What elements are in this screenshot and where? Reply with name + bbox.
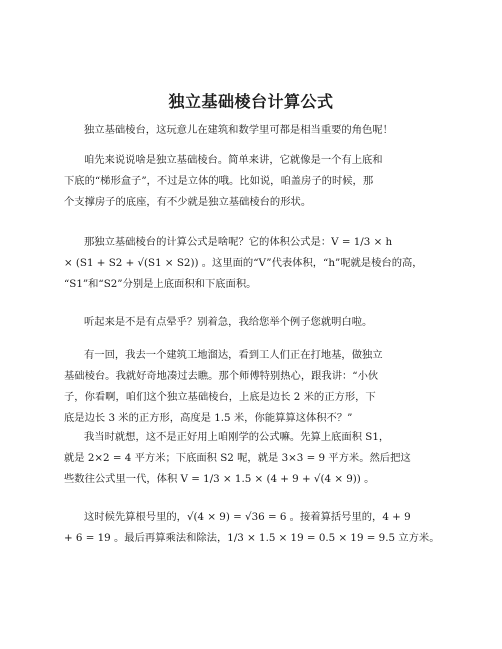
- paragraph-line: 我当时就想，这不是正好用上咱刚学的公式嘛。先算上底面积 S1，: [84, 431, 390, 443]
- paragraph-line: 基础棱台。我就好奇地凑过去瞧。那个师傅特别热心，跟我讲：“小伙: [64, 370, 379, 382]
- paragraph-line: 个支撑房子的底座，有不少就是独立基础棱台的形状。: [64, 196, 312, 208]
- paragraph-result: [64, 507, 502, 549]
- paragraph-line: 下底的“梯形盒子”，不过是立体的哦。比如说，咱盖房子的时候，那: [64, 175, 374, 187]
- page-title: 独立基础棱台计算公式: [168, 92, 334, 111]
- paragraph-definition: [64, 150, 502, 213]
- paragraph-line: 这时候先算根号里的，√(4 × 9) = √36 = 6 。接着算括号里的，4 + 9: [84, 511, 411, 523]
- paragraph-line: 底是边长 3 米的正方形，高度是 1.5 米，你能算算这体积不？”: [64, 412, 353, 424]
- paragraph-line: 独立基础棱台，这玩意儿在建筑和数学里可都是相当重要的角色呢！: [84, 124, 393, 136]
- paragraph-calculation: [64, 427, 502, 490]
- paragraph-line: + 6 = 19 。最后再算乘法和除法，1/3 × 1.5 × 19 = 0.5 × 19 = 9.5 立方米。: [64, 532, 440, 544]
- paragraph-line: 听起来是不是有点晕乎？别着急，我给您举个例子您就明白啦。: [84, 316, 373, 328]
- paragraph-line: 子，你看啊，咱们这个独立基础棱台，上底是边长 2 米的正方形，下: [64, 391, 376, 403]
- paragraph-line: “S1”和“S2”分别是上底面积和下底面积。: [64, 278, 257, 290]
- paragraph-line: 那独立基础棱台的计算公式是啥呢？它的体积公式是：V = 1/3 × h: [84, 236, 393, 248]
- paragraph-formula: [64, 232, 502, 295]
- paragraph-story: [64, 345, 502, 429]
- paragraph-line: × (S1 + S2 + √(S1 × S2)) 。这里面的“V”代表体积，“h”呢就是棱台的高，: [64, 257, 423, 269]
- paragraph-transition: [64, 312, 502, 333]
- paragraph-intro: [64, 120, 502, 141]
- paragraph-line: 就是 2×2 = 4 平方米；下底面积 S2 呢，就是 3×3 = 9 平方米。然后把这: [64, 452, 411, 464]
- paragraph-line: 些数往公式里一代，体积 V = 1/3 × 1.5 × (4 + 9 + √(4 × 9)) 。: [64, 473, 375, 485]
- paragraph-line: 咱先来说说啥是独立基础棱台。简单来讲，它就像是一个有上底和: [84, 154, 383, 166]
- paragraph-line: 有一回，我去一个建筑工地溜达，看到工人们正在打地基，做独立: [84, 349, 383, 361]
